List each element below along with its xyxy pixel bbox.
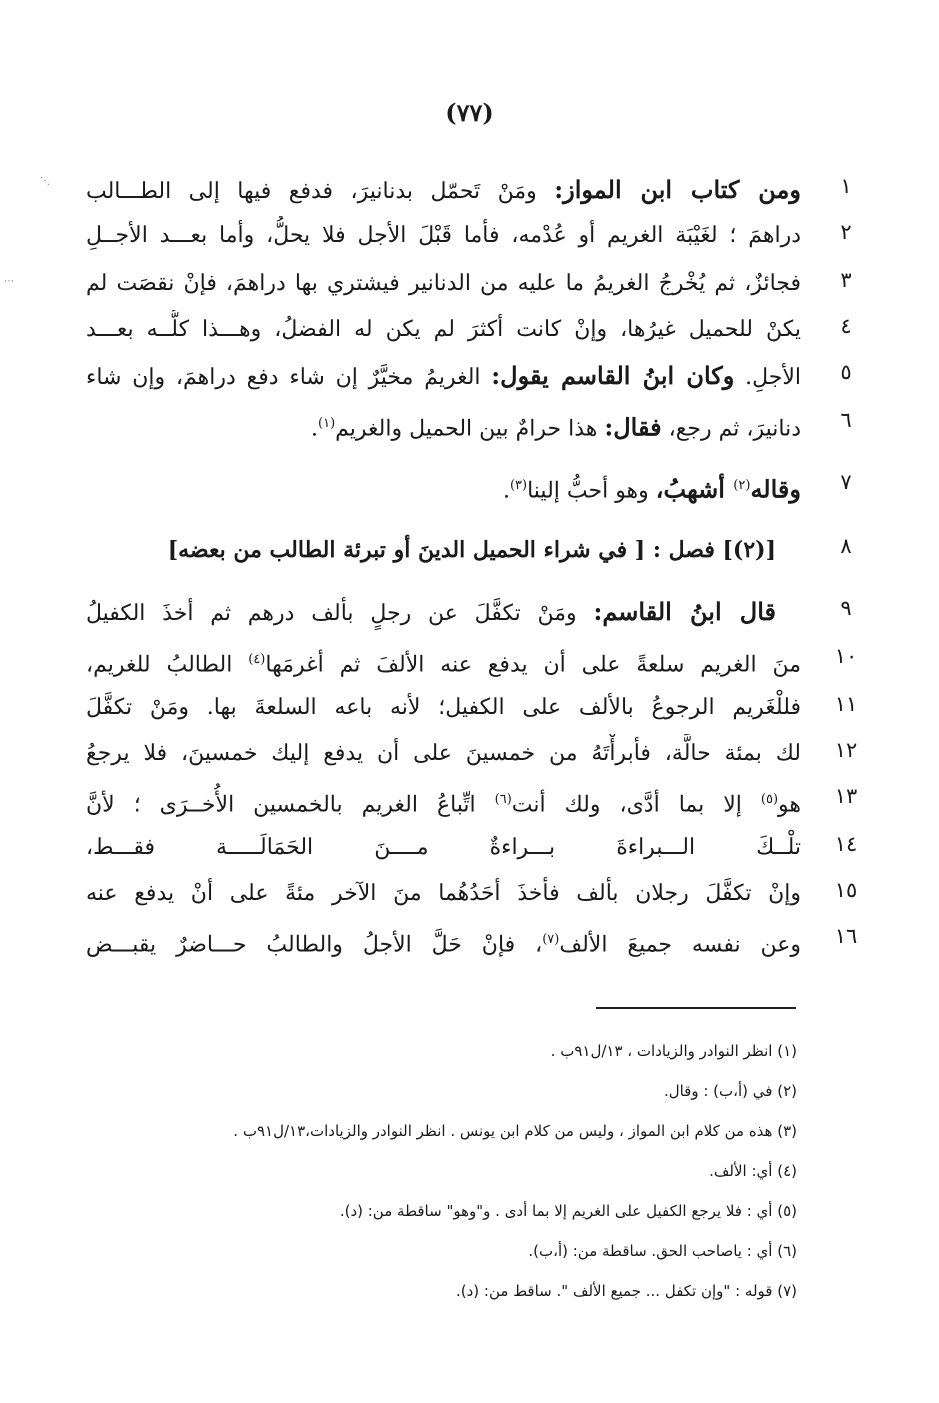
line-tail: . xyxy=(311,416,319,442)
source-citation: وكان ابنُ القاسم يقول: xyxy=(491,361,735,390)
footnote-2: (٢) في (أ،ب) : وقال. xyxy=(663,1082,797,1100)
line-number: ١٠ xyxy=(834,644,858,668)
source-citation-name: أشهبُ، xyxy=(655,474,734,504)
footnote-ref: (٢) xyxy=(733,478,751,493)
text-line-5 xyxy=(86,356,861,400)
section-heading-line xyxy=(86,530,861,574)
line-tail: إلا بما أدَّى، ولك أنت xyxy=(511,792,761,818)
line-number: ١١ xyxy=(834,692,858,716)
line-tail: الطالبُ للغريم، xyxy=(86,652,249,678)
footnote-3: (٣) هذه من كلام ابن المواز ، وليس من كلام ابن يونس . انظر النوادر والزيادات،١٣/ل٩١ب . xyxy=(233,1122,797,1140)
line-number: ٧ xyxy=(840,470,852,494)
line-number: ١٥ xyxy=(834,878,858,902)
footnote-ref: (٧) xyxy=(542,932,560,947)
text-line-12 xyxy=(86,734,861,778)
text-line-13 xyxy=(86,780,861,824)
line-body-pre: دنانيرَ، ثم رجع، xyxy=(661,416,801,442)
text-line-6 xyxy=(86,404,861,448)
text-line-11 xyxy=(86,688,861,732)
line-body: هو xyxy=(778,792,801,818)
line-tail: اتِّباعُ الغريم بالخمسين الأُخــرَى ؛ لأنَّ xyxy=(86,792,495,818)
footnote-1: (١) انظر النوادر والزيادات ، ١٣/ل٩١ب . xyxy=(550,1042,797,1060)
line-body: وإنْ تكفَّلَ رجلان بألف فأخذَ أحَدُهُما منَ الآخر مئةً على أنْ يدفع عنه xyxy=(86,881,801,906)
footnote-7: (٧) قوله : "وإن تكفل ... جميع الألف ". ساقط من: (د). xyxy=(456,1282,797,1300)
line-body: فجائزٌ، ثم يُخْرجُ الغريمُ ما عليه من الدنانير فيشتري بها دراهمَ، فإنْ نقصَت لم xyxy=(86,271,801,296)
footnote-ref: (١) xyxy=(318,416,336,431)
line-number: ٤ xyxy=(840,314,852,338)
line-body: ومَنْ تكفَّلَ عن رجلٍ بألف درهم ثم أخذَ الكفيلُ xyxy=(86,601,594,626)
line-number: ٢ xyxy=(840,220,852,244)
text-line-9 xyxy=(86,592,861,636)
scan-margin-mark: ⋯ xyxy=(4,276,14,287)
line-number: ١٦ xyxy=(834,924,858,948)
line-body: ومَنْ تَحمّل بدنانيرَ، فدفع فيها إلى الطـــالب xyxy=(86,179,555,204)
footnote-5: (٥) أي : فلا يرجع الكفيل على الغريم إلا بما أدى . و"وهو" ساقطة من: (د). xyxy=(339,1202,797,1220)
line-body: وهو أحبُّ إلينا xyxy=(527,478,656,504)
line-number: ١٤ xyxy=(834,832,858,856)
line-number: ١٢ xyxy=(834,738,858,762)
line-number: ٣ xyxy=(840,268,852,292)
footnote-divider xyxy=(596,1007,796,1009)
line-body: هذا حرامٌ بين الحميل والغريم xyxy=(335,416,605,442)
source-citation: ومن كتاب ابن المواز: xyxy=(554,175,801,204)
text-line-2 xyxy=(86,216,861,260)
footnote-ref: (٣) xyxy=(509,478,528,493)
text-line-14 xyxy=(86,828,861,872)
line-body: دراهمَ ؛ لغَيْبَة الغريم أو عُدْمه، فأما قَبْلَ الأجل فلا يحلُّ، وأما بعـــد الأجــلِ xyxy=(86,223,801,248)
section-heading: [(٢)] فصل : [ في شراء الحميل الدينَ أو تبرئة الطالب من بعضه] xyxy=(167,537,776,563)
source-citation: وقاله xyxy=(750,474,801,504)
page-number: (٧٧) xyxy=(445,98,494,127)
line-body: لك بمئة حالَّة، فأبرأْتَهُ من خمسينَ على أن يدفع إليك خمسينَ، فلا يرجعُ xyxy=(86,741,801,766)
scan-margin-mark: ⋰ xyxy=(40,176,50,187)
line-tail: . xyxy=(502,478,510,504)
line-tail: ، فإنْ حَلَّ الأجلُ والطالبُ حـــاضرٌ يقبـــض xyxy=(86,932,543,958)
footnote-4: (٤) أي: الألف. xyxy=(709,1162,797,1180)
text-line-7 xyxy=(86,466,861,510)
line-body-pre: الأجلِ. xyxy=(734,365,801,390)
line-body: وعن نفسه جميعَ الألف xyxy=(559,932,801,958)
text-line-10 xyxy=(86,640,861,684)
footnote-6: (٦) أي : ياصاحب الحق. ساقطة من: (أ،ب). xyxy=(528,1242,797,1260)
footnote-ref: (٤) xyxy=(248,652,266,667)
line-body: منَ الغريم سلعةً على أن يدفع عنه الألفَ ثم أغرمَها xyxy=(265,652,801,678)
line-number: ٥ xyxy=(840,360,852,384)
text-line-1 xyxy=(86,170,861,214)
text-line-3 xyxy=(86,264,861,308)
line-body: يكنْ للحميل غيرُها، وإنْ كانت أكثرَ لم يكن له الفضلُ، وهـــذا كلُّــه بعـــد xyxy=(86,317,801,342)
footnote-ref: (٦) xyxy=(494,792,512,807)
line-body: فللْغَريم الرجوعُ بالألف على الكفيل؛ لأنه باعه السلعةَ بها. ومَنْ تكفَّلَ xyxy=(86,695,801,720)
source-citation: فقال: xyxy=(604,412,662,442)
line-number: ٩ xyxy=(840,596,852,620)
line-number: ٨ xyxy=(840,534,852,558)
line-number: ٦ xyxy=(840,408,852,432)
line-number: ١ xyxy=(840,174,852,198)
text-line-16 xyxy=(86,920,861,964)
source-citation: قال ابنُ القاسم: xyxy=(593,597,776,626)
text-line-15 xyxy=(86,874,861,918)
line-body: الغريمُ مخيَّرٌ إن شاء دفع دراهمَ، وإن شاء xyxy=(86,365,492,390)
line-number: ١٣ xyxy=(834,784,858,808)
line-body: تلْــكَ الـــبراءةَ بـــراءةٌ مــــنَ الحَمَالَـــــة فقـــط، xyxy=(86,835,801,860)
text-line-4 xyxy=(86,310,861,354)
footnote-ref: (٥) xyxy=(760,792,779,807)
